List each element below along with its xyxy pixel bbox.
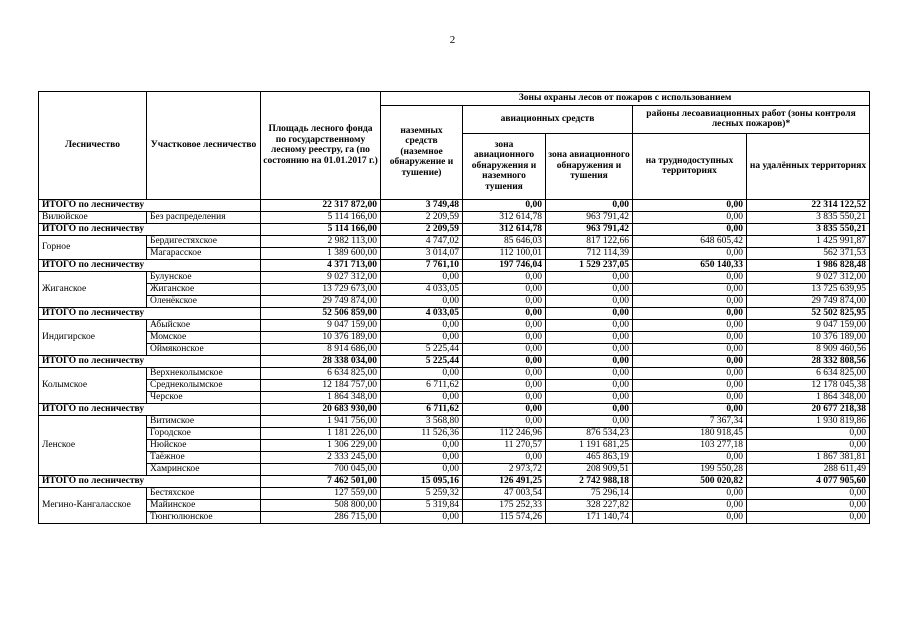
table-cell-value: 15 095,16 [381,475,463,487]
table-row [39,319,870,331]
uch-name: Майинское [147,499,261,511]
leskhoz-name: Жиганское [39,271,147,307]
table-cell-value: 6 711,62 [381,379,463,391]
table-cell-value: 0,00 [633,499,747,511]
table-cell-value: 1 191 681,25 [546,439,633,451]
table-cell-value: 0,00 [633,391,747,403]
table-cell-value: 0,00 [546,331,633,343]
table-cell-value: 0,00 [463,199,546,211]
table-cell-value: 10 376 189,00 [261,331,381,343]
uch-name: Жиганское [147,283,261,295]
uch-name: Черское [147,391,261,403]
table-cell-value: 312 614,78 [463,223,546,235]
table-cell-value: 2 742 988,18 [546,475,633,487]
table-cell-value: 52 506 859,00 [261,307,381,319]
table-cell-value: 6 634 825,00 [747,367,870,379]
uch-name: Хамринское [147,463,261,475]
table-cell-value: 127 559,00 [261,487,381,499]
table-cell-value: 0,00 [546,295,633,307]
table-cell-value: 2 982 113,00 [261,235,381,247]
table-cell-value: 562 371,53 [747,247,870,259]
header-av-zone2: зона авиационного обнаружения и тушения [546,133,633,199]
table-cell-value: 1 930 819,86 [747,415,870,427]
table-cell-value: 288 611,49 [747,463,870,475]
table-cell-value: 85 646,03 [463,235,546,247]
uch-name: Таёжное [147,451,261,463]
table-cell-value: 28 338 034,00 [261,355,381,367]
total-row [39,223,870,235]
table-cell-value: 0,00 [463,379,546,391]
uch-name: Абыйское [147,319,261,331]
table-cell-value: 0,00 [381,463,463,475]
header-hard: на труднодоступных территориях [633,133,747,199]
table-cell-value: 180 918,45 [633,427,747,439]
table-cell-value: 13 725 639,95 [747,283,870,295]
table-cell-value: 126 491,25 [463,475,546,487]
total-row [39,307,870,319]
table-cell-value: 963 791,42 [546,211,633,223]
table-cell-value: 0,00 [463,403,546,415]
total-row [39,199,870,211]
table-cell-value: 29 749 874,00 [261,295,381,307]
header-ground: наземных средств (наземное обнаружение и тушение) [381,105,463,199]
leskhoz-name: Вилюйское [39,211,147,223]
header-zones: Зоны охраны лесов от пожаров с использованием [381,92,870,106]
table-row [39,499,870,511]
uch-name: Верхнеколымское [147,367,261,379]
table-cell-value: 876 534,23 [546,427,633,439]
table-cell-value: 286 715,00 [261,511,381,523]
table-row [39,379,870,391]
header-leskhoz: Лесничество [39,92,147,200]
uch-name: Булунское [147,271,261,283]
uch-name: Тюнгюлюнское [147,511,261,523]
table-cell-value: 4 077 905,60 [747,475,870,487]
table-row [39,427,870,439]
table-cell-value: 197 746,04 [463,259,546,271]
uch-name: Момское [147,331,261,343]
table-cell-value: 0,00 [633,319,747,331]
table-cell-value: 0,00 [546,355,633,367]
leskhoz-name: Ленское [39,415,147,475]
table-cell-value: 9 027 312,00 [747,271,870,283]
table-cell-value: 0,00 [463,283,546,295]
header-remote: на удалённых территориях [747,133,870,199]
table-cell-value: 52 502 825,95 [747,307,870,319]
table-cell-value: 5 225,44 [381,343,463,355]
table-row [39,511,870,523]
leskhoz-name: Горное [39,235,147,259]
table-cell-value: 5 259,32 [381,487,463,499]
uch-name: Бестяхское [147,487,261,499]
table-cell-value: 1 181 226,00 [261,427,381,439]
table-cell-value: 1 864 348,00 [747,391,870,403]
table-cell-value: 0,00 [381,331,463,343]
leskhoz-name: Колымское [39,367,147,403]
uch-name: Бердигестяхское [147,235,261,247]
table-cell-value: 0,00 [463,355,546,367]
header-av-zone: зона авиационного обнаружения и наземного тушения [463,133,546,199]
table-cell-value: 199 550,28 [633,463,747,475]
table-cell-value: 0,00 [633,271,747,283]
uch-name: Оленёкское [147,295,261,307]
table-cell-value: 208 909,51 [546,463,633,475]
table-cell-value: 0,00 [747,487,870,499]
table-cell-value: 9 047 159,00 [747,319,870,331]
table-row [39,439,870,451]
table-cell-value: 0,00 [633,247,747,259]
table-cell-value: 0,00 [633,307,747,319]
table-cell-value: 0,00 [381,439,463,451]
table-cell-value: 0,00 [546,199,633,211]
table-cell-value: 0,00 [633,211,747,223]
table-cell-value: 465 863,19 [546,451,633,463]
header-area: Площадь лесного фонда по государственному лесному реестру, га (по состоянию на 01.01.2017 г.) [261,92,381,200]
table-cell-value: 5 114 166,00 [261,211,381,223]
table-cell-value: 1 864 348,00 [261,391,381,403]
table-cell-value: 0,00 [633,403,747,415]
table-cell-value: 22 317 872,00 [261,199,381,211]
table-cell-value: 0,00 [633,487,747,499]
table-cell-value: 2 209,59 [381,223,463,235]
table-cell-value: 648 605,42 [633,235,747,247]
table-cell-value: 508 800,00 [261,499,381,511]
table-cell-value: 8 914 686,00 [261,343,381,355]
table-cell-value: 12 178 045,38 [747,379,870,391]
table-cell-value: 0,00 [747,499,870,511]
table-cell-value: 0,00 [463,343,546,355]
table-cell-value: 12 184 757,00 [261,379,381,391]
table-cell-value: 7 761,10 [381,259,463,271]
table-cell-value: 0,00 [381,391,463,403]
table-cell-value: 0,00 [463,271,546,283]
table-cell-value: 47 003,54 [463,487,546,499]
total-label: ИТОГО по лесничеству [39,307,261,319]
table-cell-value: 0,00 [546,403,633,415]
table-row [39,487,870,499]
total-row [39,355,870,367]
total-label: ИТОГО по лесничеству [39,223,261,235]
table-cell-value: 5 114 166,00 [261,223,381,235]
table-row [39,463,870,475]
table-cell-value: 1 425 991,87 [747,235,870,247]
table-cell-value: 2 973,72 [463,463,546,475]
total-row [39,403,870,415]
page-number: 2 [449,34,456,46]
table-cell-value: 0,00 [463,391,546,403]
table-cell-value: 0,00 [546,379,633,391]
table-cell-value: 7 462 501,00 [261,475,381,487]
table-cell-value: 1 306 229,00 [261,439,381,451]
table-cell-value: 6 634 825,00 [261,367,381,379]
table-cell-value: 4 371 713,00 [261,259,381,271]
total-label: ИТОГО по лесничеству [39,475,261,487]
table-cell-value: 712 114,39 [546,247,633,259]
table-cell-value: 0,00 [633,343,747,355]
table-cell-value: 3 568,80 [381,415,463,427]
table-cell-value: 1 941 756,00 [261,415,381,427]
table-cell-value: 29 749 874,00 [747,295,870,307]
total-label: ИТОГО по лесничеству [39,259,261,271]
table-row [39,331,870,343]
header-uch: Участковое лесничество [147,92,261,200]
table-cell-value: 0,00 [381,295,463,307]
table-cell-value: 9 047 159,00 [261,319,381,331]
table-cell-value: 1 529 237,05 [546,259,633,271]
leskhoz-name: Мегино-Кангаласское [39,487,147,523]
table-cell-value: 0,00 [747,439,870,451]
table-cell-value: 3 014,07 [381,247,463,259]
table-cell-value: 20 683 930,00 [261,403,381,415]
table-cell-value: 312 614,78 [463,211,546,223]
table-cell-value: 0,00 [381,319,463,331]
table-cell-value: 0,00 [463,319,546,331]
table-cell-value: 3 749,48 [381,199,463,211]
table-cell-value: 963 791,42 [546,223,633,235]
table-cell-value: 2 209,59 [381,211,463,223]
table-cell-value: 0,00 [463,451,546,463]
table-cell-value: 1 389 600,00 [261,247,381,259]
table-cell-value: 7 367,34 [633,415,747,427]
table-cell-value: 0,00 [747,511,870,523]
table-cell-value: 0,00 [747,427,870,439]
table-cell-value: 0,00 [463,295,546,307]
uch-name: Нюйское [147,439,261,451]
table-cell-value: 0,00 [546,367,633,379]
table-row [39,295,870,307]
table-row [39,283,870,295]
table-cell-value: 0,00 [463,307,546,319]
table-cell-value: 10 376 189,00 [747,331,870,343]
table-cell-value: 9 027 312,00 [261,271,381,283]
table-cell-value: 0,00 [633,199,747,211]
table-cell-value: 5 319,84 [381,499,463,511]
table-cell-value: 0,00 [633,451,747,463]
table-row [39,343,870,355]
table-row [39,367,870,379]
table-cell-value: 0,00 [546,415,633,427]
table-cell-value: 0,00 [463,367,546,379]
leskhoz-name: Индигирское [39,319,147,355]
table-cell-value: 175 252,33 [463,499,546,511]
table-cell-value: 0,00 [381,511,463,523]
table-row [39,211,870,223]
table-row [39,451,870,463]
table-cell-value: 1 986 828,48 [747,259,870,271]
table-cell-value: 0,00 [633,283,747,295]
table-cell-value: 6 711,62 [381,403,463,415]
table-cell-value: 0,00 [381,451,463,463]
total-label: ИТОГО по лесничеству [39,403,261,415]
table-cell-value: 328 227,82 [546,499,633,511]
table-row [39,247,870,259]
uch-name: Среднеколымское [147,379,261,391]
table-cell-value: 171 140,74 [546,511,633,523]
table-cell-value: 0,00 [546,271,633,283]
table-cell-value: 817 122,66 [546,235,633,247]
table-cell-value: 0,00 [633,511,747,523]
table-cell-value: 112 100,01 [463,247,546,259]
table-cell-value: 0,00 [546,283,633,295]
table-cell-value: 8 909 460,56 [747,343,870,355]
table-cell-value: 1 867 381,81 [747,451,870,463]
table-cell-value: 0,00 [633,295,747,307]
total-label: ИТОГО по лесничеству [39,199,261,211]
table-cell-value: 115 574,26 [463,511,546,523]
table-cell-value: 0,00 [463,415,546,427]
table-cell-value: 650 140,33 [633,259,747,271]
table-cell-value: 0,00 [546,343,633,355]
uch-name: Оймяконское [147,343,261,355]
table-cell-value: 0,00 [546,391,633,403]
forest-fire-zones-table [38,91,870,524]
header-aviation: авиационных средств [463,105,633,133]
table-cell-value: 103 277,18 [633,439,747,451]
table-cell-value: 0,00 [463,331,546,343]
table-cell-value: 0,00 [633,223,747,235]
table-cell-value: 0,00 [633,355,747,367]
table-cell-value: 0,00 [381,271,463,283]
total-label: ИТОГО по лесничеству [39,355,261,367]
table-cell-value: 2 333 245,00 [261,451,381,463]
table-cell-value: 4 033,05 [381,283,463,295]
table-cell-value: 11 270,57 [463,439,546,451]
table-cell-value: 0,00 [633,379,747,391]
table-cell-value: 11 526,36 [381,427,463,439]
table-cell-value: 5 225,44 [381,355,463,367]
table-cell-value: 20 677 218,38 [747,403,870,415]
table-cell-value: 22 314 122,52 [747,199,870,211]
table-row [39,391,870,403]
uch-name: Городское [147,427,261,439]
table-cell-value: 28 332 808,56 [747,355,870,367]
uch-name: Витимское [147,415,261,427]
uch-name: Магарасское [147,247,261,259]
table-row [39,271,870,283]
table-cell-value: 0,00 [546,319,633,331]
table-cell-value: 75 296,14 [546,487,633,499]
table-cell-value: 112 246,96 [463,427,546,439]
header-districts: районы лесоавиационных работ (зоны контроля лесных пожаров)* [633,105,870,133]
table-cell-value: 500 020,82 [633,475,747,487]
table-row [39,415,870,427]
table-cell-value: 0,00 [546,307,633,319]
table-cell-value: 13 729 673,00 [261,283,381,295]
table-cell-value: 3 835 550,21 [747,223,870,235]
table-cell-value: 0,00 [633,331,747,343]
table-cell-value: 4 033,05 [381,307,463,319]
table-cell-value: 0,00 [381,367,463,379]
table-cell-value: 3 835 550,21 [747,211,870,223]
table-cell-value: 700 045,00 [261,463,381,475]
table-cell-value: 4 747,02 [381,235,463,247]
total-row [39,259,870,271]
uch-name: Без распределения [147,211,261,223]
table-cell-value: 0,00 [633,367,747,379]
table-row [39,235,870,247]
total-row [39,475,870,487]
